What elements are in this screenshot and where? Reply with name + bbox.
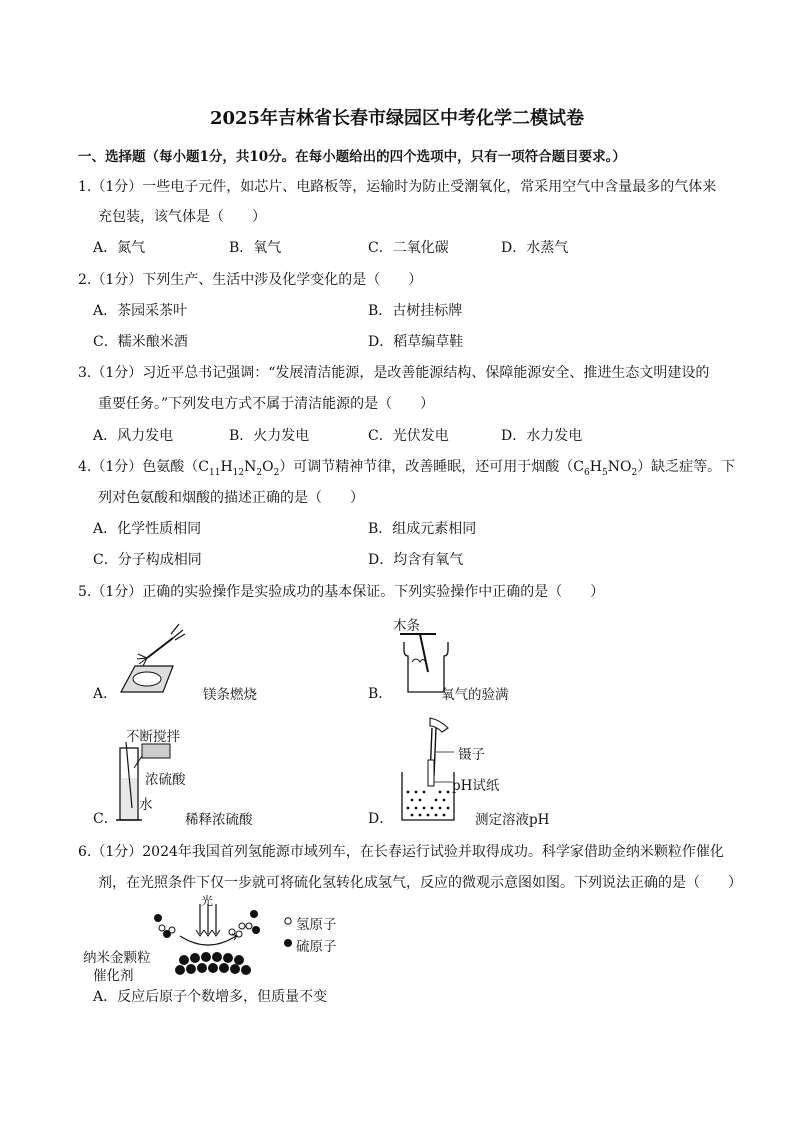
q6-stem-line2: 剂，在光照条件下仅一步就可将硫化氢转化成氢气，反应的微观示意图如图。下列说法正确的是（ ） bbox=[98, 875, 742, 891]
q5-option-d-letter: D． bbox=[368, 811, 394, 827]
q3-option-a: A．风力发电 bbox=[93, 428, 174, 444]
q3-option-b: B．火力发电 bbox=[229, 428, 310, 444]
q6-legend-sulfur: 硫原子 bbox=[296, 939, 337, 955]
q3-option-d: D．水力发电 bbox=[501, 428, 583, 444]
q5-c-label-stir: 不断搅拌 bbox=[126, 729, 180, 745]
q6-light-label: 光 bbox=[201, 894, 214, 908]
q4-stem-line1: 4.（1分）色氨酸$(C_{11}H_{12}N_2O_2)$可调节精神节律，改善睡眠，还可用于烟酸$(C_6H_5NO_2)$缺乏症等。下 bbox=[78, 459, 736, 478]
q6-legend-hydrogen: 氢原子 bbox=[296, 917, 337, 933]
q4-option-a: A．化学性质相同 bbox=[93, 521, 202, 537]
section-heading: 一、选择题（每小题1分，共10分。在每小题给出的四个选项中，只有一项符合题目要求。） bbox=[78, 149, 626, 165]
q5-option-c-letter: C． bbox=[93, 811, 118, 827]
q5-option-b-caption: 氧气的验满 bbox=[441, 687, 509, 703]
q1-option-a: A．氮气 bbox=[93, 240, 146, 256]
q1-option-d: D．水蒸气 bbox=[501, 240, 569, 256]
q4-option-b: B．组成元素相同 bbox=[368, 521, 477, 537]
q1-option-b: B．氧气 bbox=[229, 240, 282, 256]
q3-stem-line1: 3.（1分）习近平总书记强调：“发展清洁能源，是改善能源结构、保障能源安全、推进生态文明建设的 bbox=[78, 365, 710, 381]
q2-option-a: A．茶园采茶叶 bbox=[93, 303, 188, 319]
q2-option-b: B．古树挂标牌 bbox=[368, 303, 463, 319]
q5-option-a-letter: A． bbox=[93, 686, 118, 702]
q4-option-c: C．分子构成相同 bbox=[93, 552, 202, 568]
sulfur-atom-icon bbox=[283, 938, 293, 948]
q4-option-d: D．均含有氧气 bbox=[368, 552, 464, 568]
q1-option-c: C．二氧化碳 bbox=[368, 240, 449, 256]
hydrogen-atom-icon bbox=[283, 916, 293, 926]
q5-option-c-caption: 稀释浓硫酸 bbox=[185, 812, 253, 828]
q3-stem-line2: 重要任务。”下列发电方式不属于清洁能源的是（ ） bbox=[98, 396, 435, 412]
q2-option-d: D．稻草编草鞋 bbox=[368, 334, 464, 350]
q6-option-a: A．反应后原子个数增多，但质量不变 bbox=[93, 989, 328, 1005]
q1-stem-line1: 1.（1分）一些电子元件，如芯片、电路板等，运输时为防止受潮氧化，常采用空气中含量最多的气体来 bbox=[78, 179, 717, 195]
ph-test-figure bbox=[396, 716, 458, 824]
page-title: 2025年吉林省长春市绿园区中考化学二模试卷 bbox=[209, 108, 585, 129]
q5-c-label-acid: 浓硫酸 bbox=[145, 772, 186, 788]
q2-option-c: C．糯米酿米酒 bbox=[93, 334, 188, 350]
q5-option-b-letter: B． bbox=[368, 686, 393, 702]
q5-c-label-water: 水 bbox=[139, 797, 153, 813]
q6-catalyst-label-2: 催化剂 bbox=[93, 968, 134, 984]
q5-stem: 5.（1分）正确的实验操作是实验成功的基本保证。下列实验操作中正确的是（ ） bbox=[78, 584, 605, 600]
q5-option-a-caption: 镁条燃烧 bbox=[203, 687, 257, 703]
q5-d-label-ph-paper: pH试纸 bbox=[452, 778, 500, 794]
q5-d-label-tweezers: 镊子 bbox=[458, 747, 485, 763]
q5-option-d-caption: 测定溶液pH bbox=[475, 812, 550, 828]
q2-stem: 2.（1分）下列生产、生活中涉及化学变化的是（ ） bbox=[78, 272, 423, 288]
magnesium-burning-figure bbox=[115, 622, 195, 694]
q3-option-c: C．光伏发电 bbox=[368, 428, 449, 444]
q1-stem-line2: 充包装，该气体是（ ） bbox=[98, 209, 266, 225]
q5-b-label-stick: 木条 bbox=[393, 618, 420, 634]
q4-stem-line2: 列对色氨酸和烟酸的描述正确的是（ ） bbox=[98, 490, 364, 506]
q6-stem-line1: 6.（1分）2024年我国首列氢能源市域列车，在长春运行试验并取得成功。科学家借助金纳米颗粒作催化 bbox=[78, 844, 724, 860]
q6-catalyst-label-1: 纳米金颗粒 bbox=[83, 950, 151, 966]
